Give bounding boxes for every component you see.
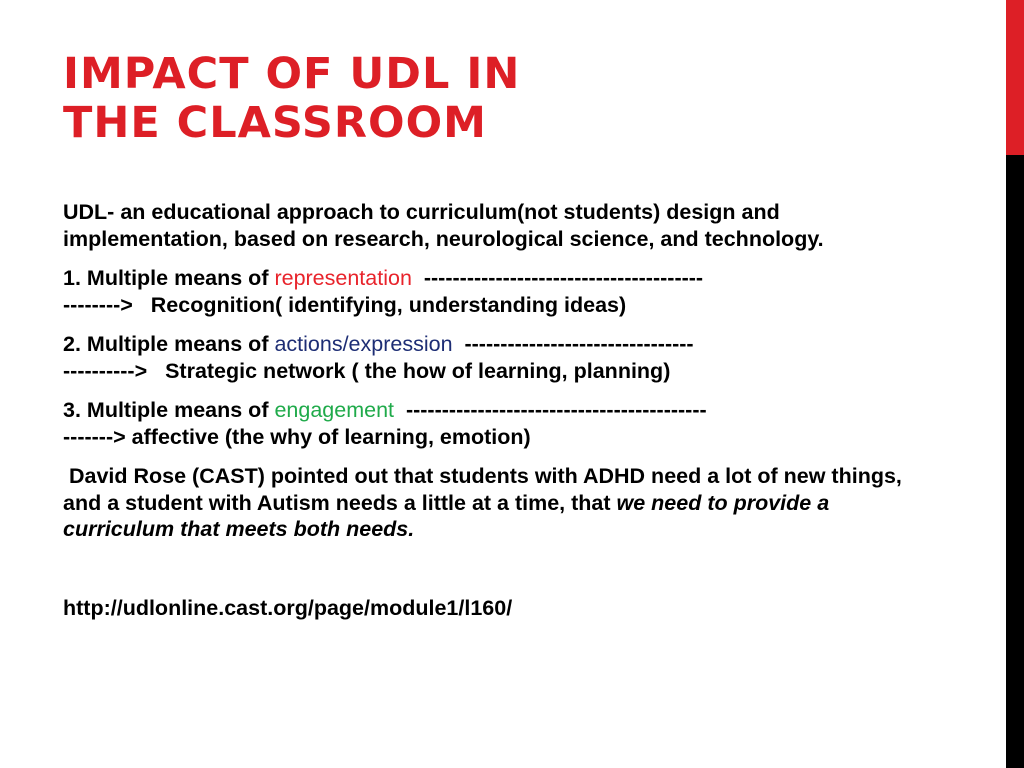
point-actions-expression xyxy=(63,331,903,384)
arrow-connector: ----------> xyxy=(63,358,148,383)
side-accent-bar-red xyxy=(1006,0,1024,155)
arrow-connector: --------> xyxy=(63,292,133,317)
slide-title xyxy=(63,50,520,148)
point-prefix: 3. Multiple means of xyxy=(63,398,275,422)
slide-title-line-2: THE CLASSROOM xyxy=(63,98,487,148)
quote-emphasis: we need to provide a curriculum that meets both needs. xyxy=(63,490,830,541)
quote-paragraph xyxy=(63,463,908,543)
reference-url: http://udlonline.cast.org/page/module1/l160/ xyxy=(63,595,513,620)
dash-connector: -------------------------------- xyxy=(464,332,694,356)
slide-title-line-1: IMPACT OF UDL IN xyxy=(63,49,521,99)
side-accent-bar-black xyxy=(1006,155,1024,768)
point-result: Recognition( identifying, understanding ideas) xyxy=(150,292,627,317)
point-representation xyxy=(63,265,903,318)
keyword-engagement: engagement xyxy=(274,398,394,422)
point-engagement xyxy=(63,397,903,450)
dash-connector: ------------------------------------------ xyxy=(405,398,707,422)
point-prefix: 2. Multiple means of xyxy=(63,332,275,356)
quote-text: David Rose (CAST) pointed out that students with ADHD need a lot of new things, and a student with Autism needs a little at a time, that xyxy=(63,464,908,515)
point-prefix: 1. Multiple means of xyxy=(63,266,275,290)
point-result: affective (the why of learning, emotion) xyxy=(131,424,531,449)
intro-paragraph: UDL- an educational approach to curriculum(not students) design and implementation, based on research, neurological science, and technology. xyxy=(63,200,824,251)
keyword-representation: representation xyxy=(274,266,412,290)
keyword-actions-expression: actions/expression xyxy=(274,332,453,356)
point-result: Strategic network ( the how of learning, planning) xyxy=(165,358,671,383)
slide-body xyxy=(63,199,908,621)
dash-connector: --------------------------------------- xyxy=(423,266,704,290)
arrow-connector: -------> xyxy=(63,424,126,449)
